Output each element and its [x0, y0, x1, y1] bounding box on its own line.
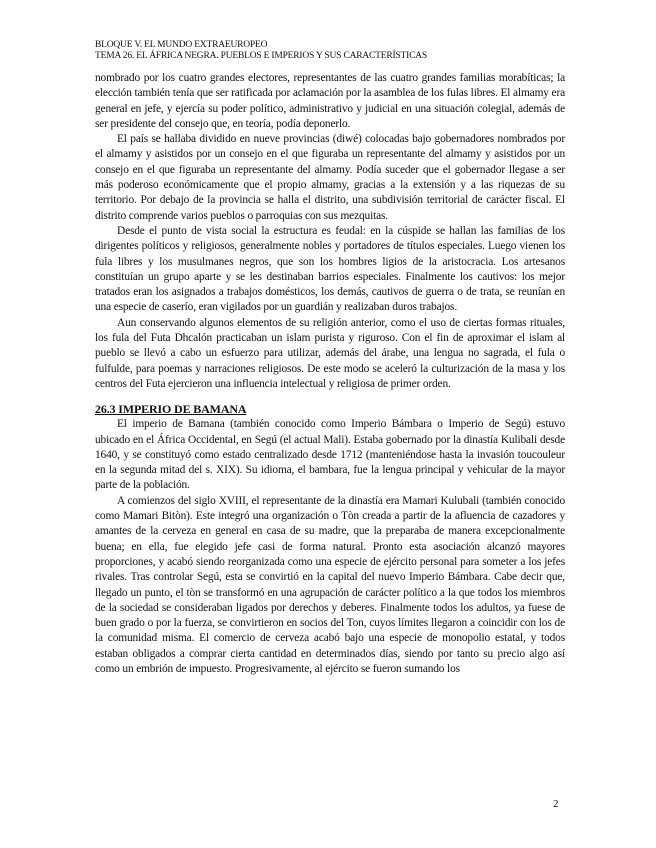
running-header [95, 40, 575, 62]
paragraph-4: Aun conservando algunos elementos de su religión anterior, como el uso de ciertas formas rituales, los fula del Futa Dhcalón practicaban un islam purista y riguroso. Con el fin de aproximar el islam al pueblo se llevó a cabo un esfuerzo para utilizar, además del árabe, una lengua no sagrada, el fula o fulfulde, para poemas y narraciones religiosos. De este modo se aceleró la culturización de la masa y los centros del Futa ejercieron una influencia intelectual y religiosa de primer orden. [95, 316, 565, 390]
page-number: 2 [553, 798, 559, 810]
section-heading: 26.3 IMPERIO DE BAMANA [95, 402, 247, 417]
paragraph-2: El país se hallaba dividido en nueve provincias (diwé) colocadas bajo gobernadores nombrados por el almamy y asistidos por un consejo en el que figuraba un representante del almamy y asistidos por un consejo en el que figuraba un representante del almamy. Podía suceder que el gobernador llegase a ser más poderoso económicamente que el propio almamy, gracias a la extensión y a las riquezas de su territorio. Por debajo de la provincia se halla el distrito, una subdivisión territorial de carácter fiscal. El distrito comprende varios pueblos o parroquias con sus mezquitas. [95, 133, 565, 222]
paragraph-3: Desde el punto de vista social la estructura es feudal: en la cúspide se hallan las familias de los dirigentes políticos y religiosos, generalmente nobles y portadores de títulos especiales. Luego vienen los fula libres y los musulmanes negros, que son los hombres ligios de la aristocracia. Los artesanos constituían un grupo aparte y se les destinaban barrios especiales. Finalmente los cautivos: los mejor tratados eran los asignados a trabajos domésticos, los demás, cautivos de guerra o de trata, se reunían en una especie de caserío, eran vigilados por un guardián y realizaban duros trabajos. [95, 224, 565, 314]
section-paragraph-1: El imperio de Bamana (también conocido como Imperio Bámbara o Imperio de Segú) estuvo ubicado en el África Occidental, en Segú (el actual Mali). Estaba gobernado por la dinastía Kulibali desde 1640, y se constituyó como estado centralizado desde 1712 (manteniéndose hasta la invasión toucouleur en la segunda mitad del s. XIX). Su idioma, el bambara, fue la lengua principal y vehicular de la mayor parte de la población. [95, 418, 565, 492]
document-body [95, 71, 565, 677]
section-paragraph-2: A comienzos del siglo XVIII, el representante de la dinastía era Mamari Kulubali (también conocido como Mamari Bitòn). Este integró una organización o Tòn creada a partir de la afluencia de cazadores y amantes de la cerveza en general en casa de su madre, que la preparaba de manera excepcionalmente buena; en ella, fue elegido jefe casi de forma natural. Pronto esta asociación alcanzó mayores proporciones, y acabó siendo reorganizada como una especie de ejército personal para someter a los jefes rivales. Tras controlar Segú, esta se convirtió en la capital del nuevo Imperio Bámbara. Cabe decir que, llegado un punto, el tòn se transformó en una agrupación de carácter político a la que todos los miembros de la sociedad se consideraban ligados por derechos y deberes. Finalmente todos los adultos, ya fuese de buen grado o por la fuerza, se convirtieron en socios del Ton, cuyos límites llegaron a coincidir con los de la comunidad misma. El comercio de cerveza acabó bajo una especie de monopolio estatal, y todos estaban obligados a comprar cierta cantidad en determinados días, siendo por tanto su precio algo así como un embrión de impuesto. Progresivamente, al ejército se fueron sumando los [95, 494, 565, 675]
header-topic-line: TEMA 26. EL ÁFRICA NEGRA. PUEBLOS E IMPERIOS Y SUS CARACTERÍSTICAS [95, 51, 428, 61]
header-block-line: BLOQUE V. EL MUNDO EXTRAEUROPEO [95, 40, 268, 50]
paragraph-1: nombrado por los cuatro grandes electores, representantes de las cuatro grandes familias morabíticas; la elección también tenía que ser ratificada por aclamación por la asamblea de los fulas libres. El almamy era general en jefe, y ejercía su poder político, administrativo y judicial en una situación colegial, además de ser presidente del consejo que, en teoría, podía deponerlo. [95, 72, 565, 130]
